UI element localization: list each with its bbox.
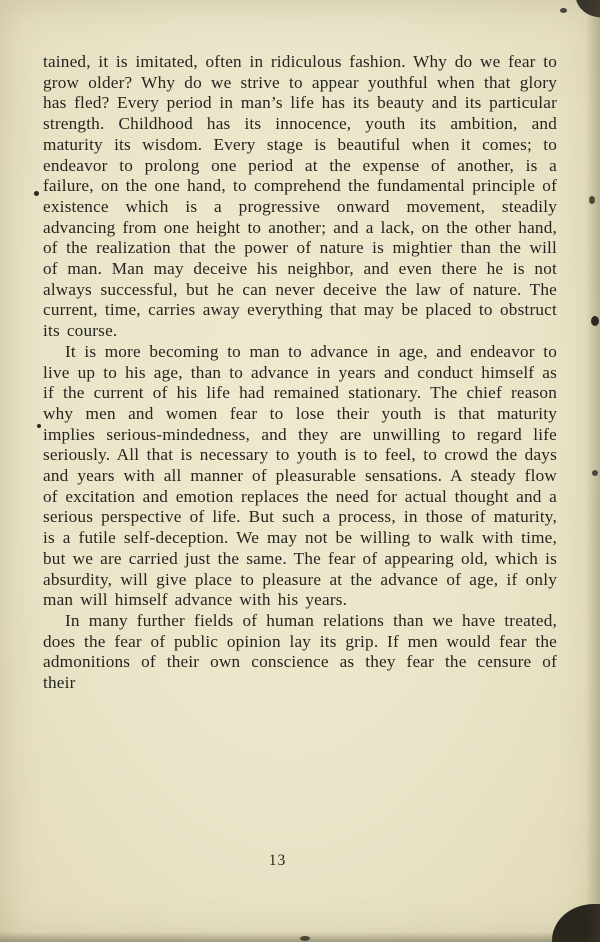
page-text — [43, 52, 557, 694]
paragraph-continued: tained, it is imitated, often in ridiculous fashion. Why do we fear to grow older? Why do we strive to appear youthful when that glory has fled? Every period in man’s life has its beauty and its particular strength. Childhood has its innocence, youth its ambition, and maturity its wisdom. Every stage is beautiful when it comes; to endeavor to prolong one period at the expense of another, is a failure, on the one hand, to comprehend the fundamental principle of existence which is a progressive onward movement, steadily advancing from one height to another; and a lack, on the other hand, of the realization that the power of nature is mightier than the will of man. Man may deceive his neighbor, and even there he is not always successful, but he can never deceive the law of nature. The current, time, carries away everything that may be placed to obstruct its course. — [43, 52, 557, 341]
scan-speck — [591, 316, 599, 326]
scan-speck — [300, 936, 310, 941]
scan-speck — [34, 191, 39, 196]
paragraph: It is more becoming to man to advance in age, and endeavor to live up to his age, than to advance in years and conduct himself as if the current of his life had remained stationary. The chief reason why men and women fear to lose their youth is that maturity implies serious-mindedness, and they are unwilling to regard life seriously. All that is necessary to youth is to feel, to crowd the days and years with all manner of pleasurable sensations. A steady flow of excitation and emotion replaces the need for actual thought and a serious perspective of life. But such a process, in those of maturity, is a futile self-deception. We may not be willing to walk with time, but we are carried just the same. The fear of appearing old, which is absurdity, will give place to pleasure at the advance of age, if only man will himself advance with his years. — [43, 341, 557, 610]
scan-speck — [560, 8, 567, 13]
paragraph: In many further fields of human relations than we have treated, does the fear of public opinion lay its grip. If men would fear the admonitions of their own conscience as they fear the censure of their — [43, 610, 557, 693]
page-number: 13 — [268, 852, 287, 869]
scan-speck — [37, 424, 41, 428]
scan-speck — [589, 196, 595, 204]
scan-speck — [592, 470, 598, 476]
